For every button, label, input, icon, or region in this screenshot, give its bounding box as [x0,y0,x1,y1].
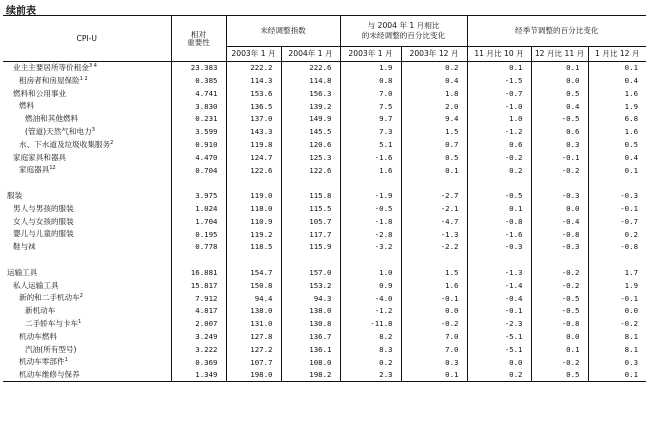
row-label-text: 家庭家具和器具 [13,152,67,162]
value-cell: 222.6 [281,62,340,75]
value-cell: 136.5 [226,100,281,113]
row-label-text: 新机动车 [25,306,56,316]
row-label [3,292,171,305]
spacer-cell [401,253,467,266]
header-unadjusted-index: 未经调整指数 [226,16,340,47]
cpi-table [3,15,646,382]
row-label [3,330,171,343]
value-cell: -0.7 [467,87,531,100]
relative-importance-cell: 0.369 [171,356,226,369]
table-row [3,125,646,138]
value-cell: 0.2 [340,356,401,369]
row-label [3,87,171,100]
value-cell: 1.9 [340,62,401,75]
row-label [3,202,171,215]
value-cell: 7.5 [340,100,401,113]
value-cell: 115.5 [281,202,340,215]
row-label-text: 燃料和公用事业 [13,88,67,98]
table-row [3,74,646,87]
relative-importance-cell: 3.830 [171,100,226,113]
relative-importance-cell: 7.912 [171,292,226,305]
relative-importance-cell: 2.007 [171,317,226,330]
value-cell: -0.2 [531,356,588,369]
footnote-marker: 12 [49,165,56,172]
value-cell: 0.0 [531,330,588,343]
value-cell: 117.7 [281,228,340,241]
value-cell: 136.7 [281,330,340,343]
row-label-text: 水、下水道及垃圾收集服务 [19,139,111,149]
value-cell: 153.6 [226,87,281,100]
value-cell: 125.3 [281,151,340,164]
value-cell: -2.1 [401,202,467,215]
value-cell: 153.2 [281,279,340,292]
value-cell: 156.3 [281,87,340,100]
table-row [3,151,646,164]
value-cell: -1.6 [467,228,531,241]
value-cell: -1.0 [467,100,531,113]
footnote-marker: 1 [78,319,82,326]
row-label [3,138,171,151]
relative-importance-cell: 3.249 [171,330,226,343]
value-cell: 0.4 [401,74,467,87]
spacer-cell [3,177,171,190]
value-cell: 145.5 [281,125,340,138]
value-cell: 114.3 [226,74,281,87]
value-cell: 1.6 [588,87,646,100]
value-cell: 0.7 [401,138,467,151]
value-cell: -0.5 [531,113,588,126]
row-label-text: 服装 [7,191,23,201]
table-row [3,215,646,228]
continued-label: 续前表 [6,6,36,17]
value-cell: -0.1 [588,202,646,215]
value-cell: -0.8 [588,241,646,254]
value-cell: -0.2 [531,164,588,177]
row-label [3,317,171,330]
spacer-cell [171,177,226,190]
spacer-cell [467,177,531,190]
value-cell: 0.2 [467,369,531,382]
header-relative-importance: 相对 重要性 [171,16,226,62]
row-label-text: 机动车零部件 [19,357,65,367]
value-cell: 0.1 [401,369,467,382]
spacer-cell [3,253,171,266]
row-label-text: 家庭器具 [19,165,50,175]
subheader-col: 1 月比 12 月 [588,47,646,62]
value-cell: 2.0 [401,100,467,113]
value-cell: -0.2 [467,151,531,164]
value-cell: 0.0 [531,74,588,87]
value-cell: -0.3 [531,241,588,254]
value-cell: 0.0 [401,305,467,318]
relative-importance-cell: 4.470 [171,151,226,164]
value-cell: -1.6 [340,151,401,164]
value-cell: 157.0 [281,266,340,279]
value-cell: -0.4 [467,292,531,305]
spacer-cell [226,253,281,266]
table-row [3,100,646,113]
subheader-col: 2003年 12 月 [401,47,467,62]
value-cell: 122.6 [226,164,281,177]
value-cell: 198.0 [226,369,281,382]
row-label [3,279,171,292]
value-cell: 0.3 [588,356,646,369]
value-cell: 1.0 [467,113,531,126]
value-cell: 198.2 [281,369,340,382]
value-cell: 7.0 [340,87,401,100]
value-cell: 139.2 [281,100,340,113]
relative-importance-cell: 3.975 [171,189,226,202]
table-row [3,164,646,177]
value-cell: 0.9 [340,279,401,292]
value-cell: 222.2 [226,62,281,75]
value-cell: -0.1 [467,305,531,318]
table-row [3,317,646,330]
value-cell: 119.8 [226,138,281,151]
value-cell: 0.4 [588,151,646,164]
row-label-text: 女人与女孩的服装 [13,216,74,226]
value-cell: 0.0 [467,356,531,369]
value-cell: -5.1 [467,330,531,343]
value-cell: 0.5 [531,87,588,100]
row-label [3,369,171,382]
value-cell: 105.7 [281,215,340,228]
relative-importance-cell: 3.222 [171,343,226,356]
value-cell: 1.9 [588,100,646,113]
spacer-cell [226,177,281,190]
header-unadjusted-change: 与 2004 年 1 月相比 的未经调整的百分比变化 [340,16,467,47]
value-cell: -0.5 [467,189,531,202]
table-row [3,138,646,151]
value-cell: 94.4 [226,292,281,305]
value-cell: 8.1 [588,330,646,343]
value-cell: 108.0 [281,356,340,369]
value-cell: -0.8 [531,317,588,330]
value-cell: -3.2 [340,241,401,254]
value-cell: 0.4 [588,74,646,87]
table-row [3,189,646,202]
row-label-text: 业主主要居所等价租金 [13,63,89,73]
subheader-col: 11 月比 10 月 [467,47,531,62]
value-cell: 0.1 [531,343,588,356]
subheader-col: 2003年 1 月 [340,47,401,62]
subheader-col: 12 月比 11 月 [531,47,588,62]
spacer-row [3,177,646,190]
value-cell: -0.8 [531,228,588,241]
value-cell: -1.5 [467,74,531,87]
value-cell: -0.5 [531,305,588,318]
spacer-cell [531,177,588,190]
value-cell: 1.7 [588,266,646,279]
value-cell: 9.4 [401,113,467,126]
value-cell: 1.0 [340,266,401,279]
value-cell: -1.3 [467,266,531,279]
value-cell: 5.1 [340,138,401,151]
spacer-cell [588,177,646,190]
row-label-text: 机动车维修与保养 [19,369,80,379]
value-cell: 0.1 [467,62,531,75]
table-row [3,113,646,126]
value-cell: 124.7 [226,151,281,164]
value-cell: -4.0 [340,292,401,305]
value-cell: 1.5 [401,125,467,138]
header-cpi-u: CPI-U [3,16,171,62]
table-row [3,292,646,305]
row-label [3,241,171,254]
spacer-row [3,253,646,266]
value-cell: -0.8 [467,215,531,228]
value-cell: 0.6 [531,125,588,138]
spacer-cell [401,177,467,190]
value-cell: 149.9 [281,113,340,126]
table-row [3,266,646,279]
value-cell: 114.8 [281,74,340,87]
spacer-cell [281,177,340,190]
value-cell: 115.8 [281,189,340,202]
row-label [3,62,171,75]
footnote-marker: 3 4 [88,63,97,70]
row-label [3,74,171,87]
table-row [3,241,646,254]
value-cell: 1.8 [401,87,467,100]
value-cell: 115.9 [281,241,340,254]
value-cell: 7.3 [340,125,401,138]
row-label [3,305,171,318]
value-cell: 119.0 [226,189,281,202]
value-cell: -1.2 [340,305,401,318]
value-cell: 0.5 [401,151,467,164]
spacer-cell [340,253,401,266]
table-row [3,356,646,369]
value-cell: -0.5 [531,292,588,305]
value-cell: 7.0 [401,330,467,343]
value-cell: 8.1 [588,343,646,356]
value-cell: -2.3 [467,317,531,330]
value-cell: -2.8 [340,228,401,241]
value-cell: 131.0 [226,317,281,330]
spacer-cell [588,253,646,266]
value-cell: 136.1 [281,343,340,356]
value-cell: 1.6 [340,164,401,177]
value-cell: 118.0 [226,202,281,215]
value-cell: -0.2 [588,317,646,330]
table-row [3,228,646,241]
value-cell: 0.2 [588,228,646,241]
value-cell: -0.1 [401,292,467,305]
row-label-text: 二手轿车与卡车 [25,319,79,329]
row-label-text: 鞋与袜 [13,242,36,252]
value-cell: 0.5 [531,369,588,382]
value-cell: -2.2 [401,241,467,254]
relative-importance-cell: 4.817 [171,305,226,318]
footnote-marker: 3 [91,127,95,134]
value-cell: 0.2 [401,62,467,75]
value-cell: -2.7 [401,189,467,202]
relative-importance-cell: 4.741 [171,87,226,100]
value-cell: -1.8 [340,215,401,228]
relative-importance-cell: 0.195 [171,228,226,241]
footnote-marker: 2 [110,139,114,146]
table-row [3,330,646,343]
value-cell: -0.2 [401,317,467,330]
value-cell: 0.2 [467,164,531,177]
row-label-text: 私人运输工具 [13,280,59,290]
row-label-text: 婴儿与儿童的服装 [13,229,74,239]
row-label [3,113,171,126]
value-cell: 0.3 [401,356,467,369]
subheader-col: 2004年 1 月 [281,47,340,62]
value-cell: -1.9 [340,189,401,202]
table-row [3,87,646,100]
value-cell: 0.0 [588,305,646,318]
row-label [3,228,171,241]
value-cell: 118.5 [226,241,281,254]
row-label-text: 男人与男孩的服装 [13,203,74,213]
value-cell: 8.2 [340,330,401,343]
value-cell: 94.3 [281,292,340,305]
value-cell: -1.3 [401,228,467,241]
relative-importance-cell: 1.024 [171,202,226,215]
spacer-cell [281,253,340,266]
value-cell: 1.6 [401,279,467,292]
value-cell: 7.0 [401,343,467,356]
value-cell: 0.5 [588,138,646,151]
row-label [3,189,171,202]
row-label-text: 燃料 [19,101,35,111]
value-cell: 0.1 [588,369,646,382]
value-cell: 0.1 [401,164,467,177]
header-seasonal-change: 经季节调整的百分比变化 [467,16,646,47]
row-label [3,215,171,228]
value-cell: -11.8 [340,317,401,330]
table-row [3,369,646,382]
value-cell: 6.8 [588,113,646,126]
value-cell: 127.8 [226,330,281,343]
relative-importance-cell: 0.385 [171,74,226,87]
value-cell: 0.0 [531,202,588,215]
footnote-marker: 2 [79,293,83,300]
value-cell: -0.4 [531,215,588,228]
relative-importance-cell: 1.704 [171,215,226,228]
value-cell: -1.4 [467,279,531,292]
value-cell: 120.6 [281,138,340,151]
value-cell: -0.7 [588,215,646,228]
row-label-text: 燃油和其他燃料 [25,114,79,124]
value-cell: 8.3 [340,343,401,356]
row-label-text: 租房者和房屋保险 [19,75,80,85]
row-label [3,100,171,113]
relative-importance-cell: 0.231 [171,113,226,126]
value-cell: 110.9 [226,215,281,228]
value-cell: 119.2 [226,228,281,241]
row-label-text: 运输工具 [7,267,38,277]
footnote-marker: 1 2 [79,75,88,82]
value-cell: 0.6 [467,138,531,151]
relative-importance-cell: 23.383 [171,62,226,75]
value-cell: 150.8 [226,279,281,292]
value-cell: 137.0 [226,113,281,126]
value-cell: 0.8 [340,74,401,87]
value-cell: 154.7 [226,266,281,279]
value-cell: -4.7 [401,215,467,228]
row-label [3,151,171,164]
table-body [3,62,646,382]
value-cell: 0.4 [531,100,588,113]
value-cell: 0.1 [467,202,531,215]
value-cell: 1.9 [588,279,646,292]
value-cell: -0.2 [531,266,588,279]
value-cell: 1.6 [588,125,646,138]
value-cell: 9.7 [340,113,401,126]
spacer-cell [171,253,226,266]
value-cell: 0.1 [588,62,646,75]
table-row [3,343,646,356]
value-cell: -0.2 [531,279,588,292]
relative-importance-cell: 1.349 [171,369,226,382]
row-label [3,125,171,138]
subheader-col: 2003年 1 月 [226,47,281,62]
relative-importance-cell: 16.881 [171,266,226,279]
table-row [3,62,646,75]
value-cell: 0.3 [531,138,588,151]
footnote-marker: 1 [64,357,68,364]
value-cell: -0.1 [588,292,646,305]
relative-importance-cell: 0.704 [171,164,226,177]
row-label [3,266,171,279]
relative-importance-cell: 15.817 [171,279,226,292]
value-cell: -0.5 [340,202,401,215]
value-cell: 127.2 [226,343,281,356]
value-cell: 138.0 [226,305,281,318]
value-cell: -5.1 [467,343,531,356]
spacer-cell [340,177,401,190]
table-row [3,202,646,215]
relative-importance-cell: 0.910 [171,138,226,151]
value-cell: -1.2 [467,125,531,138]
relative-importance-cell: 3.599 [171,125,226,138]
value-cell: 0.1 [531,62,588,75]
value-cell: 130.8 [281,317,340,330]
value-cell: 1.5 [401,266,467,279]
value-cell: -0.3 [531,189,588,202]
table-row [3,279,646,292]
row-label-text: 机动车燃料 [19,331,57,341]
row-label-text: (管道)天然气和电力 [25,127,92,137]
spacer-cell [531,253,588,266]
value-cell: -0.1 [531,151,588,164]
value-cell: 138.0 [281,305,340,318]
value-cell: -0.3 [467,241,531,254]
row-label-text: 新的和二手机动车 [19,293,80,303]
value-cell: 0.1 [588,164,646,177]
value-cell: 107.7 [226,356,281,369]
table-row [3,305,646,318]
value-cell: 122.6 [281,164,340,177]
value-cell: -0.3 [588,189,646,202]
value-cell: 143.3 [226,125,281,138]
row-label [3,356,171,369]
relative-importance-cell: 0.778 [171,241,226,254]
row-label-text: 汽油(所有型号) [25,344,77,354]
row-label [3,343,171,356]
spacer-cell [467,253,531,266]
row-label [3,164,171,177]
value-cell: 2.3 [340,369,401,382]
